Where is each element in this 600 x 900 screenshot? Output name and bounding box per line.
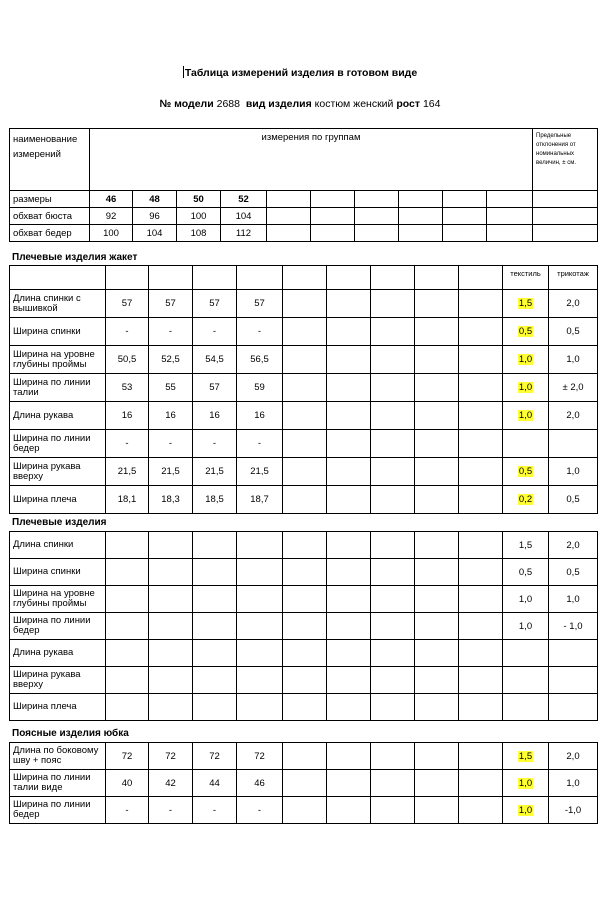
row-label: размеры [10,191,90,208]
size-value: 48 [133,191,177,208]
measure-value [193,694,237,721]
table-row [10,486,598,514]
knit-tolerance: 2,0 [549,532,598,559]
measure-value [149,667,193,694]
section1-table [9,265,598,514]
size-value: 50 [177,191,221,208]
textile-value: 0,5 [518,466,533,477]
textile-value: 0,2 [518,494,533,505]
measure-value [106,532,149,559]
model-label: № модели [159,98,214,110]
textile-tolerance [503,743,549,770]
textile-tolerance [503,586,549,613]
page-title [0,66,600,79]
table-row [10,290,598,318]
table-row [10,640,598,667]
measure-value: 72 [237,743,283,770]
measure-value: 21,5 [149,458,193,486]
table-row [10,797,598,824]
measure-value: 21,5 [193,458,237,486]
measure-value: - [237,318,283,346]
measure-value [106,640,149,667]
measure-value [237,559,283,586]
height-label: рост [396,98,421,110]
measure-value: 50,5 [106,346,149,374]
textile-tolerance [503,640,549,667]
knit-tolerance: 1,0 [549,346,598,374]
table-row [10,613,598,640]
table-row [10,667,598,694]
measure-value: 57 [106,290,149,318]
textile-value: 0,5 [518,566,533,578]
measure-value: 44 [193,770,237,797]
knit-tolerance [549,430,598,458]
measure-label: Длина спинки с вышивкой [10,290,106,318]
section3-title: Поясные изделия юбка [12,728,129,739]
size-value: 52 [221,191,267,208]
height-value: 164 [422,98,441,110]
measure-label: Ширина по линии бедер [10,613,106,640]
textile-tolerance [503,318,549,346]
row-label: обхват бедер [10,225,90,242]
knit-tolerance: 1,0 [549,458,598,486]
measure-value: - [106,430,149,458]
measure-value: 46 [237,770,283,797]
textile-value: 1,0 [518,620,533,632]
measure-value [237,640,283,667]
page-title-text: Таблица измерений изделия в готовом виде [184,67,418,79]
measure-value: 16 [106,402,149,430]
cell-value: 108 [177,225,221,242]
header-table [9,128,598,242]
measure-label: Ширина плеча [10,486,106,514]
cell-value: 104 [133,225,177,242]
measure-value: 16 [193,402,237,430]
measure-label: Ширина на уровне глубины проймы [10,346,106,374]
measure-value: 57 [149,290,193,318]
cell-value: 96 [133,208,177,225]
textile-value: 1,0 [518,777,533,789]
measure-value [106,559,149,586]
measure-value: 53 [106,374,149,402]
knit-tolerance: 2,0 [549,290,598,318]
measure-value: 72 [106,743,149,770]
textile-tolerance [503,458,549,486]
knit-tolerance [549,640,598,667]
table-row [10,430,598,458]
textile-tolerance [503,430,549,458]
measure-label: Длина по боковому шву + пояс [10,743,106,770]
textile-tolerance [503,770,549,797]
measure-value [149,532,193,559]
type-label: вид изделия [245,98,312,110]
measure-value [106,586,149,613]
measure-value [193,640,237,667]
text-cursor [183,66,184,78]
knit-tolerance: 2,0 [549,402,598,430]
sizes-row [10,191,598,208]
measure-value [193,532,237,559]
measure-value [237,586,283,613]
knit-tolerance: ± 2,0 [549,374,598,402]
textile-tolerance [503,613,549,640]
textile-tolerance [503,559,549,586]
textile-tolerance [503,667,549,694]
measure-value: 40 [106,770,149,797]
textile-tolerance [503,402,549,430]
measure-value: 18,1 [106,486,149,514]
textile-value: 1,0 [518,593,533,605]
textile-tolerance [503,346,549,374]
cell-value: 100 [90,225,133,242]
measure-value [106,667,149,694]
cell-value: 104 [221,208,267,225]
measure-value [149,586,193,613]
bust-row [10,208,598,225]
measure-value: 57 [193,290,237,318]
table-row [10,743,598,770]
col-textile: текстиль [503,266,549,290]
knit-tolerance: 0,5 [549,318,598,346]
measure-value: - [149,318,193,346]
knit-tolerance: 2,0 [549,743,598,770]
textile-tolerance [503,290,549,318]
textile-tolerance [503,797,549,824]
measure-label: Длина спинки [10,532,106,559]
textile-value: 1,0 [518,382,533,393]
textile-value: 1,5 [518,539,533,551]
cell-value: 100 [177,208,221,225]
textile-value: 1,5 [518,298,533,309]
knit-tolerance [549,694,598,721]
measure-value: - [237,797,283,824]
measure-value: 18,7 [237,486,283,514]
measure-value [237,613,283,640]
measure-label: Ширина рукава вверху [10,667,106,694]
type-value: костюм женский [314,98,394,110]
measure-value: 57 [193,374,237,402]
measure-value: 55 [149,374,193,402]
tolerance-header: Предельные отклонения от номинальных величин, ± см. [533,129,598,191]
measure-label: Ширина по линии бедер [10,797,106,824]
groups-header: измерения по группам [90,129,533,191]
measure-value [149,559,193,586]
table-row [10,318,598,346]
measure-value: 16 [149,402,193,430]
measure-value: 56,5 [237,346,283,374]
measure-label: Ширина по линии талии [10,374,106,402]
section3-table [9,742,598,824]
hips-row [10,225,598,242]
knit-tolerance: -1,0 [549,797,598,824]
table-row [10,458,598,486]
measure-value: 18,5 [193,486,237,514]
size-value: 46 [90,191,133,208]
knit-tolerance [549,667,598,694]
measure-label: Ширина по линии талии виде [10,770,106,797]
measure-label: Ширина плеча [10,694,106,721]
measure-label: Длина рукава [10,640,106,667]
measure-value: 16 [237,402,283,430]
measure-value [149,613,193,640]
measure-value [193,586,237,613]
measure-value: - [193,797,237,824]
measure-value: - [106,318,149,346]
table-row [10,694,598,721]
measure-value: - [106,797,149,824]
measure-value: - [193,430,237,458]
table-row [10,770,598,797]
measure-value [193,613,237,640]
knit-tolerance: - 1,0 [549,613,598,640]
model-value: 2688 [216,98,240,110]
measure-value: 59 [237,374,283,402]
knit-tolerance: 1,0 [549,770,598,797]
measure-label: Длина рукава [10,402,106,430]
measure-value: - [237,430,283,458]
measure-value: 54,5 [193,346,237,374]
textile-value: 1,0 [518,410,533,421]
measure-value: 72 [149,743,193,770]
table-row [10,532,598,559]
page-subtitle [0,98,600,110]
measure-value [237,667,283,694]
textile-value: 1,5 [518,750,533,762]
knit-tolerance: 0,5 [549,486,598,514]
measure-label: Ширина по линии бедер [10,430,106,458]
measure-value [193,667,237,694]
table-row [10,559,598,586]
section1-title: Плечевые изделия жакет [12,252,138,263]
measure-value [237,694,283,721]
textile-tolerance [503,374,549,402]
measure-label: Ширина спинки [10,559,106,586]
measure-value: 72 [193,743,237,770]
textile-value: 1,0 [518,354,533,365]
measure-value: 18,3 [149,486,193,514]
measure-value: 21,5 [106,458,149,486]
name-header: наименование измерений [10,129,90,191]
col-knit: трикотаж [549,266,598,290]
knit-tolerance: 1,0 [549,586,598,613]
textile-value: 0,5 [518,326,533,337]
cell-value: 92 [90,208,133,225]
measure-value: 57 [237,290,283,318]
measure-value: - [193,318,237,346]
measure-value [106,613,149,640]
textile-value: 1,0 [518,804,533,816]
measure-value: 52,5 [149,346,193,374]
table-row [10,402,598,430]
textile-tolerance [503,486,549,514]
measure-value [237,532,283,559]
knit-tolerance: 0,5 [549,559,598,586]
textile-tolerance [503,694,549,721]
measure-value: 42 [149,770,193,797]
measure-value [149,640,193,667]
measure-value: 21,5 [237,458,283,486]
table-row [10,346,598,374]
measure-label: Ширина спинки [10,318,106,346]
measure-value [193,559,237,586]
measure-label: Ширина рукава вверху [10,458,106,486]
measure-value [106,694,149,721]
textile-tolerance [503,532,549,559]
measure-value: - [149,797,193,824]
cell-value: 112 [221,225,267,242]
table-row [10,374,598,402]
section2-table [9,531,598,721]
section2-title: Плечевые изделия [12,517,107,528]
measure-value [149,694,193,721]
row-label: обхват бюста [10,208,90,225]
measure-label: Ширина на уровне глубины проймы [10,586,106,613]
measure-value: - [149,430,193,458]
table-row [10,586,598,613]
